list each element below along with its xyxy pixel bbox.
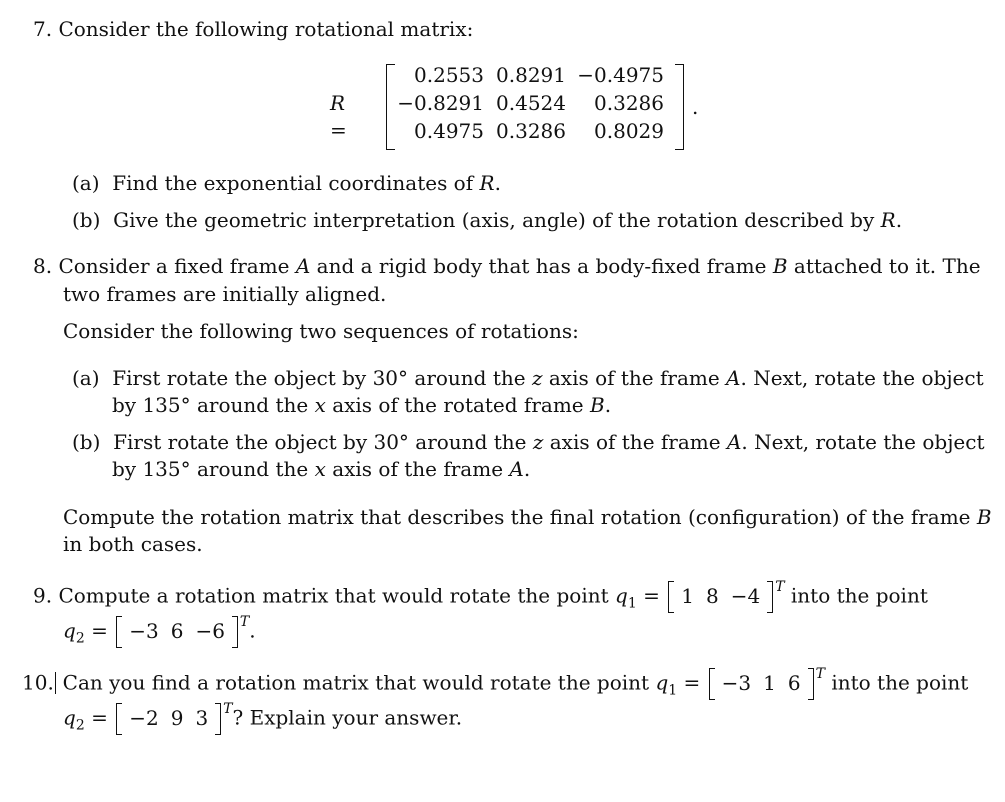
q7-text: Consider the following rotational matrix: xyxy=(58,17,474,41)
matrix-cell: −0.4975 xyxy=(577,63,664,87)
q7-part-a xyxy=(72,170,501,197)
q8-part-b-line-2 xyxy=(112,456,530,483)
vector-entry: 9 xyxy=(170,705,184,730)
matrix-label: R = xyxy=(330,91,347,142)
matrix-cell: 0.8291 xyxy=(496,63,566,87)
equals-sign: = xyxy=(643,583,660,608)
math-var: q xyxy=(63,618,76,643)
part-label: (a) xyxy=(72,171,100,195)
vector-q1 xyxy=(709,670,814,697)
math-var: A xyxy=(726,430,742,454)
punct: ? Explain your answer. xyxy=(232,705,463,730)
text: by 135° around the xyxy=(112,393,309,417)
q10-number: 10. xyxy=(22,670,54,695)
math-var: A xyxy=(509,457,524,481)
matrix-period: . xyxy=(692,95,699,119)
vector-entry: −4 xyxy=(730,583,761,608)
q8-line-3: Consider the following two sequences of rotations: xyxy=(63,319,579,343)
punct: . xyxy=(249,618,256,643)
math-var: B xyxy=(589,393,605,417)
q8-number: 8. xyxy=(33,254,53,278)
punct: . xyxy=(494,171,501,195)
text: into the point xyxy=(831,670,969,695)
text: . Next, rotate the object xyxy=(740,366,984,390)
q9-line-2 xyxy=(63,613,256,653)
text-cursor xyxy=(55,672,57,694)
matrix-cell: 0.4975 xyxy=(414,119,484,143)
q8-line-1 xyxy=(33,253,981,280)
q7-part-b xyxy=(72,207,902,234)
text: axis of the frame xyxy=(548,366,720,390)
q9-line-1 xyxy=(33,578,928,618)
vector-q2 xyxy=(116,705,221,732)
subscript: 1 xyxy=(668,682,678,699)
text: . xyxy=(523,457,531,481)
vector-entry: 6 xyxy=(170,618,184,643)
q7-line xyxy=(33,16,473,43)
text: axis of the frame xyxy=(332,457,504,481)
math-var: q xyxy=(63,705,76,730)
text: . Next, rotate the object xyxy=(741,430,985,454)
matrix-right-bracket xyxy=(675,64,684,150)
math-var: A xyxy=(726,366,741,390)
math-var: q xyxy=(615,583,628,608)
q10-line-2 xyxy=(63,700,462,740)
text: into the point xyxy=(790,583,928,608)
equals-sign: = xyxy=(683,670,701,695)
part-text: Give the geometric interpretation (axis, angle) of the rotation described by xyxy=(113,208,875,232)
math-var: R xyxy=(479,171,495,195)
q8-part-b-line-1 xyxy=(72,429,985,456)
vector-entry: −3 xyxy=(721,670,752,695)
vector-entry: −2 xyxy=(129,705,159,730)
text: and a rigid body that has a body-fixed frame xyxy=(316,254,767,278)
math-var: z xyxy=(531,366,543,390)
subscript: 2 xyxy=(75,630,85,647)
transpose-mark: T xyxy=(775,579,785,595)
vector-entry: 1 xyxy=(681,583,694,608)
text: attached to it. The xyxy=(793,254,981,278)
math-var: A xyxy=(295,254,311,278)
text: Consider a fixed frame xyxy=(58,254,290,278)
text: . xyxy=(604,393,612,417)
equals-sign: = xyxy=(91,618,108,643)
subscript: 1 xyxy=(627,595,637,612)
q8-part-a-line-1 xyxy=(72,365,984,392)
text: First rotate the object by 30° around the xyxy=(112,366,526,390)
text: axis of the frame xyxy=(549,430,721,454)
vector-entry: 8 xyxy=(705,583,719,608)
text: Can you find a rotation matrix that would rotate the point xyxy=(62,670,650,695)
text: by 135° around the xyxy=(112,457,309,481)
q10-line-1 xyxy=(22,665,968,705)
subscript: 2 xyxy=(75,717,85,734)
math-var: R xyxy=(880,208,896,232)
q7-number: 7. xyxy=(33,17,53,41)
vector-entry: 1 xyxy=(763,670,776,695)
punct: . xyxy=(895,208,903,232)
vector-q1 xyxy=(668,583,773,610)
q9-number: 9. xyxy=(33,583,53,608)
transpose-mark: T xyxy=(239,614,250,630)
matrix-cell: 0.3286 xyxy=(496,119,566,143)
matrix-cell: 0.4524 xyxy=(496,91,566,115)
q8-compute-line-1 xyxy=(63,504,992,531)
math-var: B xyxy=(772,254,788,278)
matrix-cell: 0.8029 xyxy=(594,119,664,143)
math-var: x xyxy=(314,393,326,417)
vector-entry: 3 xyxy=(195,705,209,730)
q8-compute-line-2: in both cases. xyxy=(63,532,203,556)
vector-q2 xyxy=(116,618,238,645)
math-var: z xyxy=(532,430,544,454)
math-var: B xyxy=(976,505,992,529)
equals-sign: = xyxy=(91,705,108,730)
part-label: (b) xyxy=(72,208,101,232)
matrix-cell: 0.2553 xyxy=(414,63,484,87)
text: axis of the rotated frame xyxy=(332,393,584,417)
math-var: q xyxy=(655,670,669,695)
transpose-mark: T xyxy=(223,701,233,717)
math-var: x xyxy=(314,457,326,481)
vector-entry: −6 xyxy=(195,618,225,643)
matrix-cell: −0.8291 xyxy=(397,91,484,115)
q8-part-a-line-2 xyxy=(112,392,611,419)
text: First rotate the object by 30° around the xyxy=(113,430,527,454)
part-label: (a) xyxy=(72,366,100,390)
transpose-mark: T xyxy=(815,666,825,682)
q8-line-2: two frames are initially aligned. xyxy=(63,282,387,306)
text: Compute a rotation matrix that would rotate the point xyxy=(58,583,609,608)
matrix-cell: 0.3286 xyxy=(594,91,664,115)
text: Compute the rotation matrix that describes the final rotation (configuration) of the frame xyxy=(63,505,971,529)
part-text: Find the exponential coordinates of xyxy=(112,171,474,195)
part-label: (b) xyxy=(72,430,101,454)
vector-entry: 6 xyxy=(787,670,801,695)
vector-entry: −3 xyxy=(129,618,159,643)
